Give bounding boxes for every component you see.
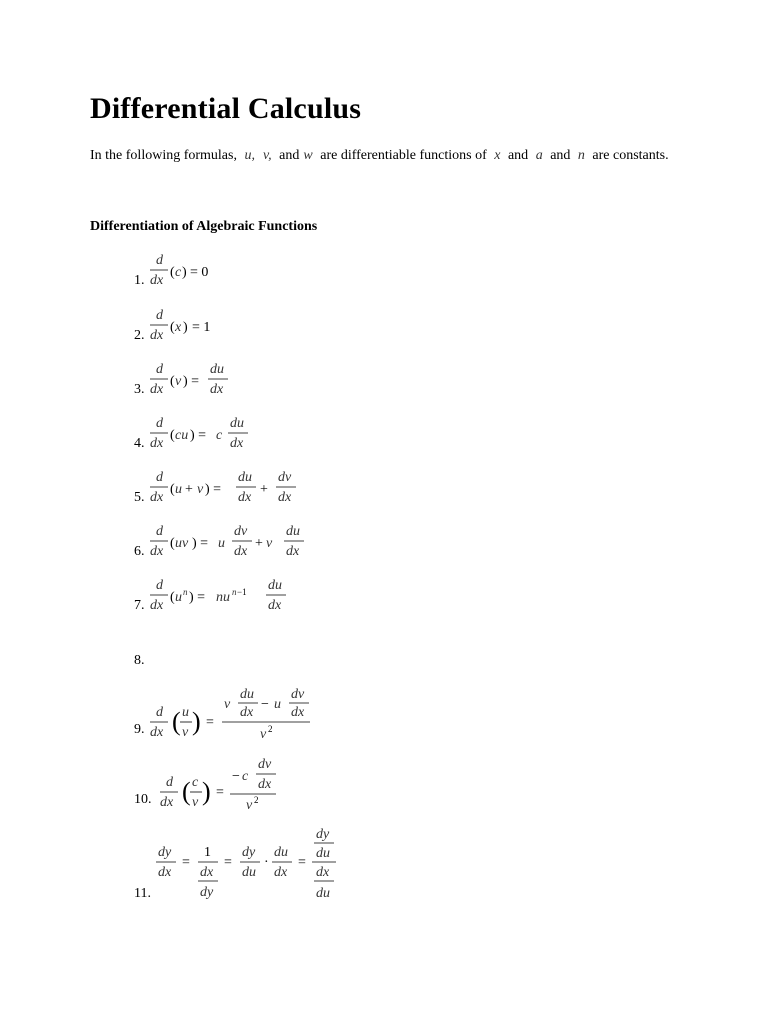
intro-suffix: are constants. [592, 148, 669, 163]
formula-number-11: 11. [134, 886, 151, 901]
svg-text:dy: dy [158, 845, 172, 860]
intro-and-1: and [279, 148, 300, 163]
formula-7 [148, 575, 308, 615]
svg-text:dx: dx [274, 865, 288, 880]
svg-text:dx: dx [150, 328, 164, 343]
formula-number-6: 6. [134, 544, 145, 559]
svg-text:d: d [156, 416, 163, 431]
formula-10 [158, 754, 298, 814]
svg-text:dx: dx [278, 490, 292, 505]
svg-text:du: du [316, 846, 330, 861]
svg-text:v: v [260, 727, 267, 742]
svg-text:= 1: = 1 [192, 320, 211, 335]
svg-text:v: v [197, 482, 204, 497]
svg-text:2: 2 [254, 795, 259, 805]
formula-11 [156, 824, 346, 904]
svg-text:uv: uv [175, 536, 189, 551]
svg-text:nu: nu [216, 590, 230, 605]
svg-text:cu: cu [175, 428, 189, 443]
formula-4 [148, 413, 288, 453]
svg-text:d: d [156, 705, 163, 720]
svg-text:(: ( [172, 707, 181, 736]
svg-text:v: v [175, 374, 182, 389]
formula-6 [148, 521, 318, 561]
svg-text:d: d [156, 470, 163, 485]
svg-text:v: v [266, 536, 273, 551]
svg-text:dy: dy [242, 845, 256, 860]
svg-text:d: d [166, 775, 173, 790]
svg-text:) =: ) = [190, 428, 207, 443]
svg-text:+: + [255, 536, 263, 551]
svg-text:dx: dx [268, 598, 282, 613]
svg-text:dx: dx [230, 436, 244, 451]
svg-text:): ) [202, 777, 211, 806]
svg-text:=: = [216, 785, 224, 800]
svg-text:u: u [175, 482, 182, 497]
svg-text:n: n [232, 587, 237, 597]
var-a: a [535, 148, 543, 163]
svg-text:u: u [218, 536, 225, 551]
svg-text:(: ( [170, 590, 175, 605]
svg-text:v: v [182, 725, 189, 740]
intro-paragraph [90, 147, 680, 165]
svg-text:du: du [240, 687, 254, 702]
svg-text:(: ( [170, 536, 175, 551]
svg-text:dx: dx [150, 725, 164, 740]
svg-text:c: c [175, 265, 182, 280]
svg-text:dy: dy [200, 885, 214, 900]
formula-5 [148, 467, 308, 507]
svg-text:du: du [286, 524, 300, 539]
svg-text:dv: dv [234, 524, 248, 539]
formula-9 [148, 684, 328, 744]
svg-text:du: du [230, 416, 244, 431]
svg-text:c: c [216, 428, 223, 443]
var-v: v, [262, 148, 272, 163]
svg-text:du: du [238, 470, 252, 485]
svg-text:u: u [175, 590, 182, 605]
var-x: x [494, 148, 501, 163]
svg-text:dx: dx [150, 598, 164, 613]
svg-text:(: ( [170, 482, 175, 497]
page-title: Differential Calculus [90, 92, 362, 125]
svg-text:dx: dx [240, 705, 254, 720]
svg-text:) =: ) = [189, 590, 206, 605]
formula-number-8: 8. [134, 653, 145, 668]
svg-text:dv: dv [291, 687, 305, 702]
svg-text:1: 1 [204, 845, 211, 860]
svg-text:du: du [210, 362, 224, 377]
formula-number-10: 10. [134, 792, 152, 807]
svg-text:(: ( [170, 374, 175, 389]
svg-text:(: ( [170, 265, 175, 280]
svg-text:): ) [192, 707, 201, 736]
svg-text:d: d [156, 308, 163, 323]
svg-text:du: du [274, 845, 288, 860]
svg-text:(: ( [170, 428, 175, 443]
svg-text:v: v [192, 795, 199, 810]
svg-text:v: v [246, 798, 253, 813]
svg-text:dx: dx [150, 382, 164, 397]
svg-text:dx: dx [200, 865, 214, 880]
svg-text:dx: dx [150, 490, 164, 505]
formula-number-9: 9. [134, 722, 145, 737]
svg-text:c: c [242, 769, 249, 784]
var-n: n [577, 148, 585, 163]
svg-text:): ) [182, 265, 187, 280]
svg-text:=: = [182, 855, 190, 870]
svg-text:dx: dx [158, 865, 172, 880]
svg-text:d: d [156, 524, 163, 539]
svg-text:u: u [182, 705, 189, 720]
formula-1 [148, 250, 268, 290]
svg-text:v: v [224, 697, 231, 712]
svg-text:du: du [268, 578, 282, 593]
svg-text:) =: ) = [205, 482, 222, 497]
svg-text:+: + [260, 482, 268, 497]
formula-3 [148, 359, 268, 399]
svg-text:dv: dv [278, 470, 292, 485]
svg-text:d: d [156, 253, 163, 268]
section-heading: Differentiation of Algebraic Functions [90, 219, 318, 234]
formula-number-2: 2. [134, 328, 145, 343]
svg-text:) =: ) = [183, 374, 200, 389]
svg-text:n: n [183, 587, 188, 597]
svg-text:−: − [232, 769, 240, 784]
svg-text:) =: ) = [192, 536, 209, 551]
svg-text:−: − [261, 697, 269, 712]
svg-text:dx: dx [286, 544, 300, 559]
svg-text:−1: −1 [237, 587, 247, 597]
intro-and-3: and [550, 148, 571, 163]
formula-2 [148, 305, 268, 345]
formula-number-4: 4. [134, 436, 145, 451]
svg-text:): ) [183, 320, 188, 335]
svg-text:= 0: = 0 [190, 265, 209, 280]
formula-number-3: 3. [134, 382, 145, 397]
svg-text:u: u [274, 697, 281, 712]
intro-and-2: and [507, 148, 529, 163]
svg-text:dx: dx [316, 865, 330, 880]
svg-text:d: d [156, 578, 163, 593]
intro-middle: are differentiable functions of [320, 148, 487, 163]
svg-text:+: + [185, 482, 193, 497]
svg-text:du: du [316, 886, 330, 901]
svg-text:=: = [206, 715, 214, 730]
svg-text:d: d [156, 362, 163, 377]
svg-text:c: c [192, 775, 199, 790]
svg-text:dx: dx [258, 777, 272, 792]
formula-number-7: 7. [134, 598, 145, 613]
svg-text:(: ( [170, 320, 175, 335]
svg-text:dx: dx [210, 382, 224, 397]
svg-text:dx: dx [150, 544, 164, 559]
svg-text:dx: dx [234, 544, 248, 559]
svg-text:·: · [264, 855, 269, 870]
svg-text:du: du [242, 865, 256, 880]
var-w: w [303, 148, 313, 163]
svg-text:dy: dy [316, 827, 330, 842]
formula-number-5: 5. [134, 490, 145, 505]
svg-text:dx: dx [238, 490, 252, 505]
intro-prefix: In the following formulas, [90, 148, 237, 163]
formula-number-1: 1. [134, 273, 145, 288]
svg-text:x: x [175, 320, 182, 335]
svg-text:2: 2 [268, 724, 273, 734]
svg-text:dx: dx [150, 436, 164, 451]
svg-text:dx: dx [291, 705, 305, 720]
svg-text:=: = [298, 855, 306, 870]
svg-text:dx: dx [150, 273, 164, 288]
svg-text:(: ( [182, 777, 191, 806]
svg-text:dx: dx [160, 795, 174, 810]
var-u: u, [244, 148, 255, 163]
svg-text:dv: dv [258, 757, 272, 772]
svg-text:=: = [224, 855, 232, 870]
